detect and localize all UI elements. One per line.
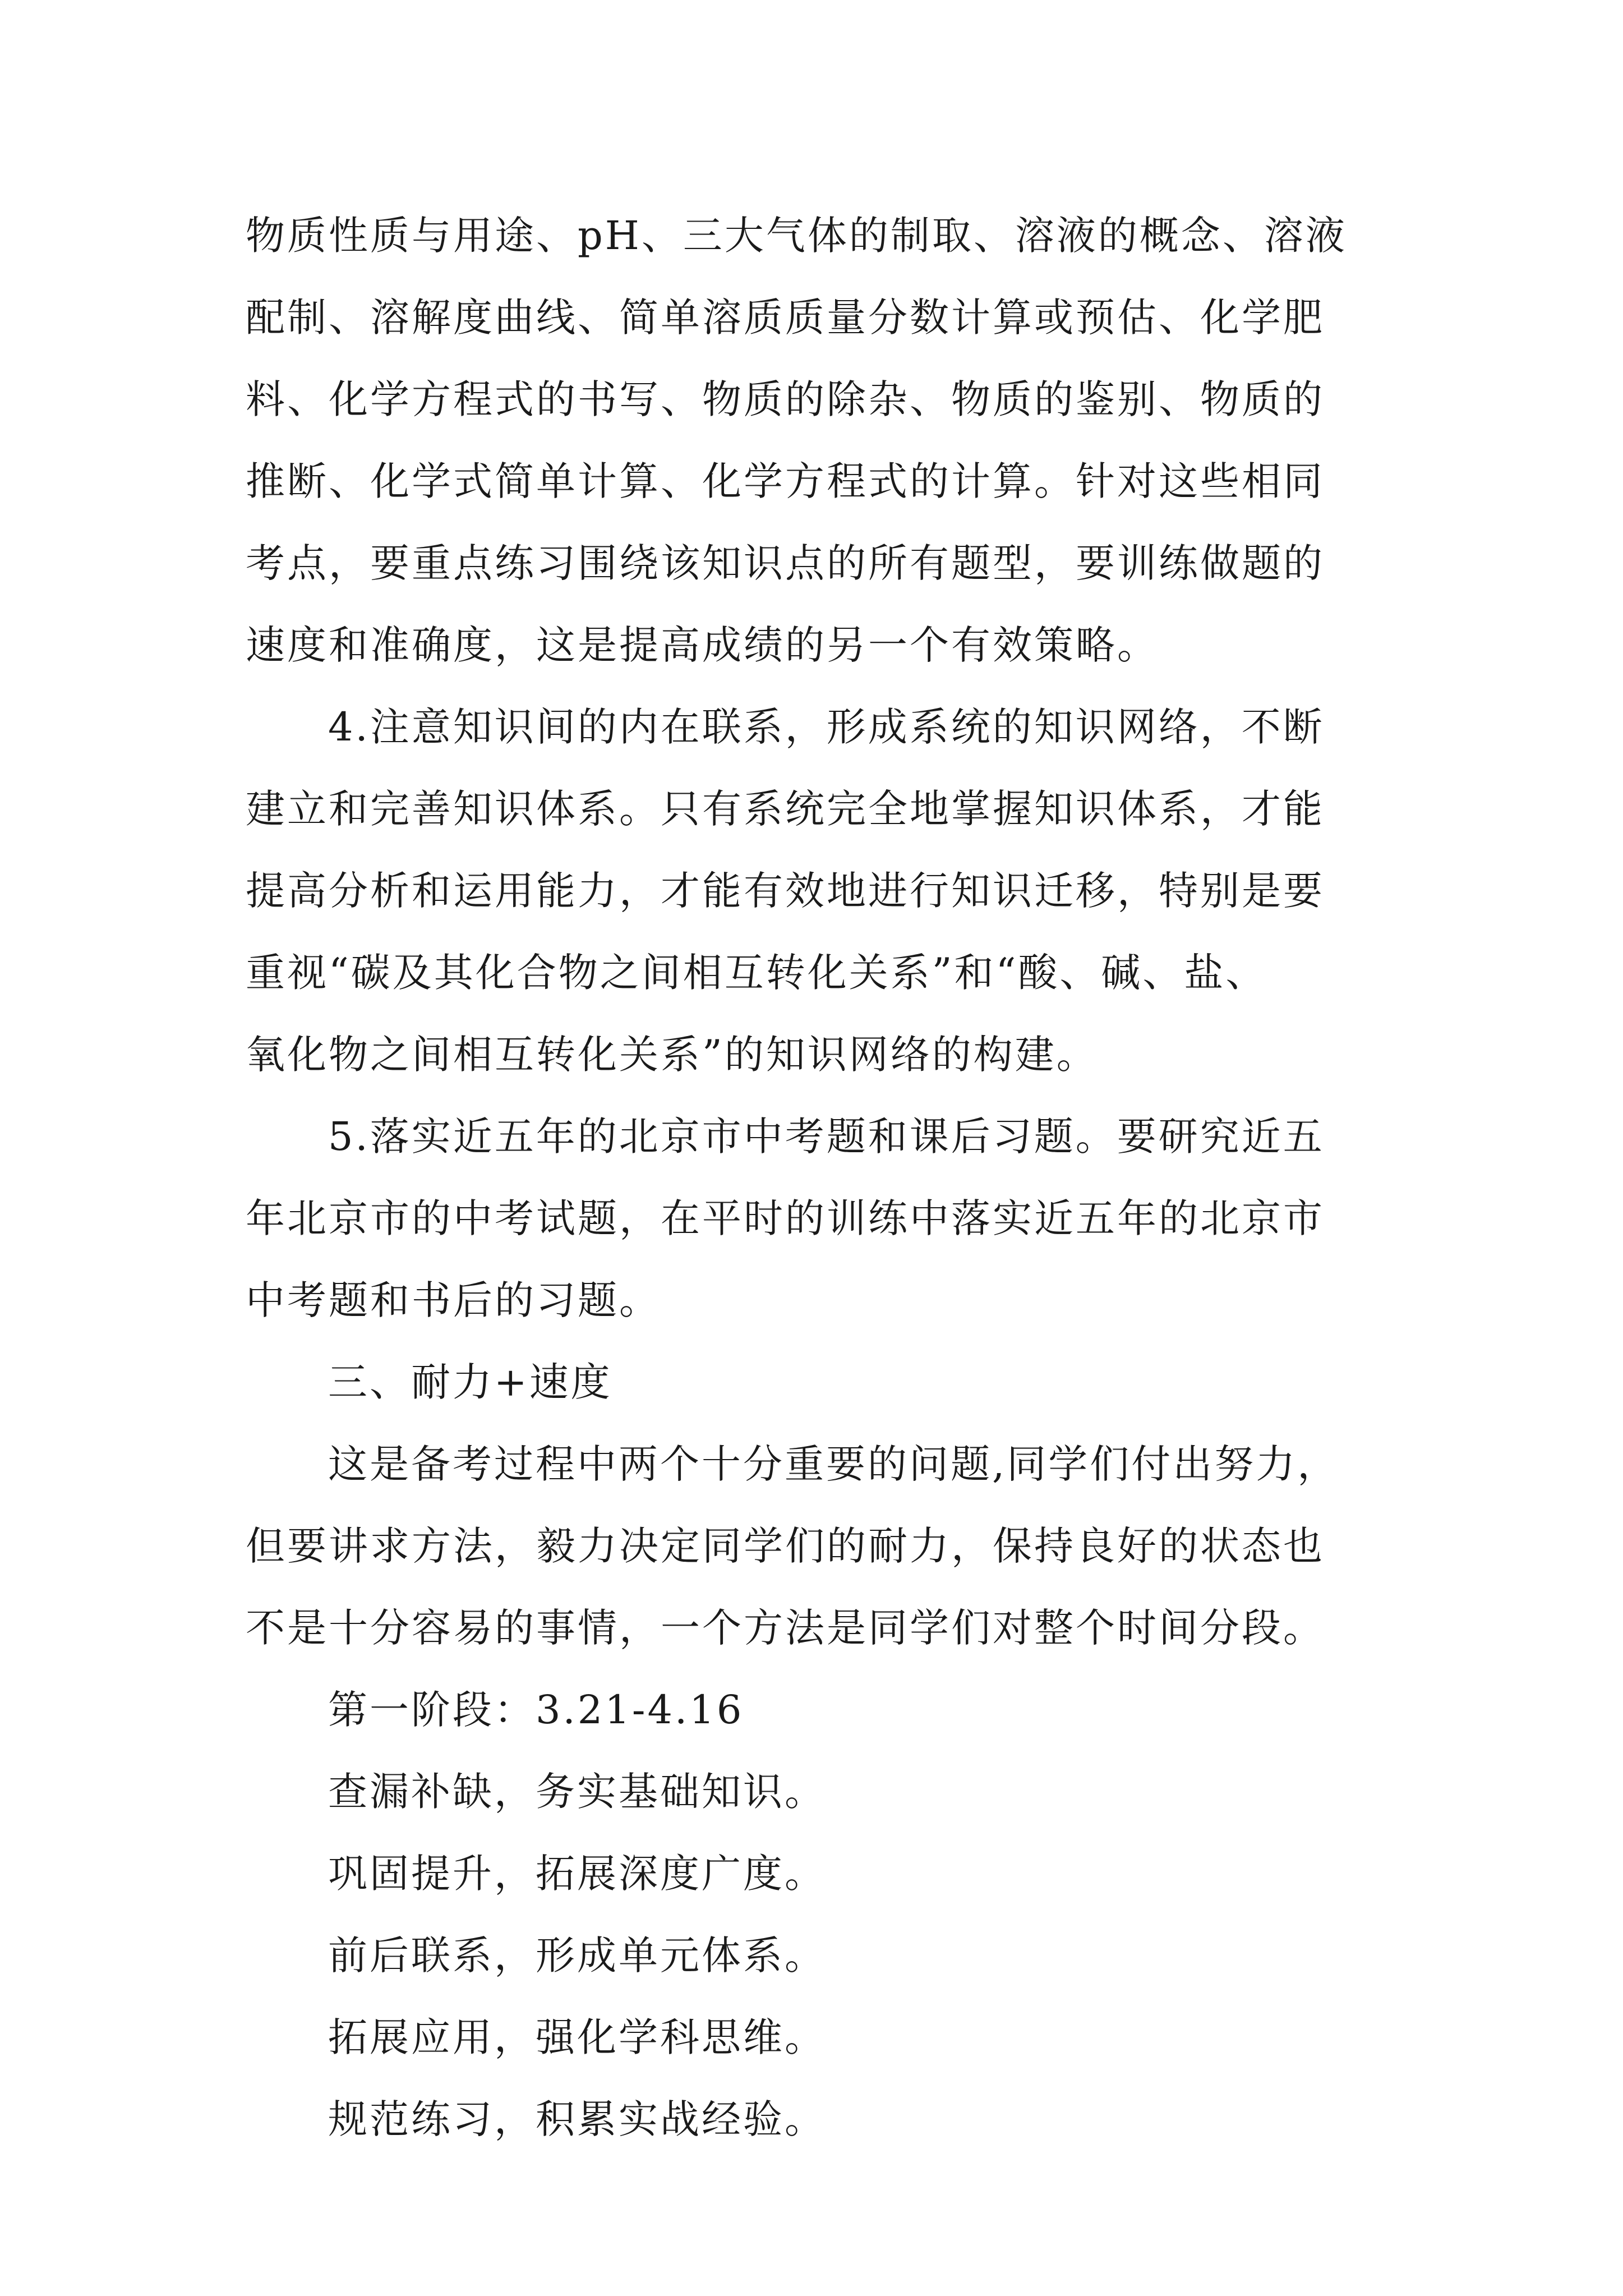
stage-item: 前后联系，形成单元体系。 <box>328 1932 826 1978</box>
text-line: 年北京市的中考试题，在平时的训练中落实近五年的北京市 <box>246 1195 1325 1241</box>
paragraph-start-5: 5.落实近五年的北京市中考题和课后习题。要研究近五 <box>328 1114 1325 1159</box>
text-line: 提高分析和运用能力，才能有效地进行知识迁移，特别是要 <box>246 868 1325 914</box>
text-line: 考点，要重点练习围绕该知识点的所有题型，要训练做题的 <box>246 540 1325 586</box>
stage-item: 查漏补缺，务实基础知识。 <box>328 1769 826 1815</box>
text-line: 氧化物之间相互转化关系”的知识网络的构建。 <box>246 1032 1098 1078</box>
section-heading: 三、耐力+速度 <box>328 1359 612 1405</box>
text-line: 推断、化学式简单计算、化学方程式的计算。针对这些相同 <box>246 458 1325 504</box>
stage-item: 规范练习，积累实战经验。 <box>328 2096 826 2142</box>
text-line: 物质性质与用途、pH、三大气体的制取、溶液的概念、溶液 <box>246 213 1347 259</box>
stage-item: 拓展应用，强化学科思维。 <box>328 2014 826 2060</box>
text-line: 不是十分容易的事情，一个方法是同学们对整个时间分段。 <box>246 1605 1325 1651</box>
paragraph-start-4: 4.注意知识间的内在联系，形成系统的知识网络，不断 <box>328 704 1325 750</box>
stage-heading: 第一阶段：3.21-4.16 <box>328 1687 744 1733</box>
text-line: 配制、溶解度曲线、简单溶质质量分数计算或预估、化学肥 <box>246 295 1325 341</box>
text-line: 速度和准确度，这是提高成绩的另一个有效策略。 <box>246 622 1159 668</box>
stage-item: 巩固提升，拓展深度广度。 <box>328 1851 826 1897</box>
text-line: 料、化学方程式的书写、物质的除杂、物质的鉴别、物质的 <box>246 376 1325 422</box>
text-line: 重视“碳及其化合物之间相互转化关系”和“酸、碱、盐、 <box>246 950 1267 996</box>
text-line: 建立和完善知识体系。只有系统完全地掌握知识体系，才能 <box>246 786 1325 832</box>
text-line: 中考题和书后的习题。 <box>246 1277 661 1323</box>
text-line: 但要讲求方法，毅力决定同学们的耐力，保持良好的状态也 <box>246 1523 1325 1569</box>
paragraph-start: 这是备考过程中两个十分重要的问题,同学们付出努力， <box>328 1441 1339 1487</box>
